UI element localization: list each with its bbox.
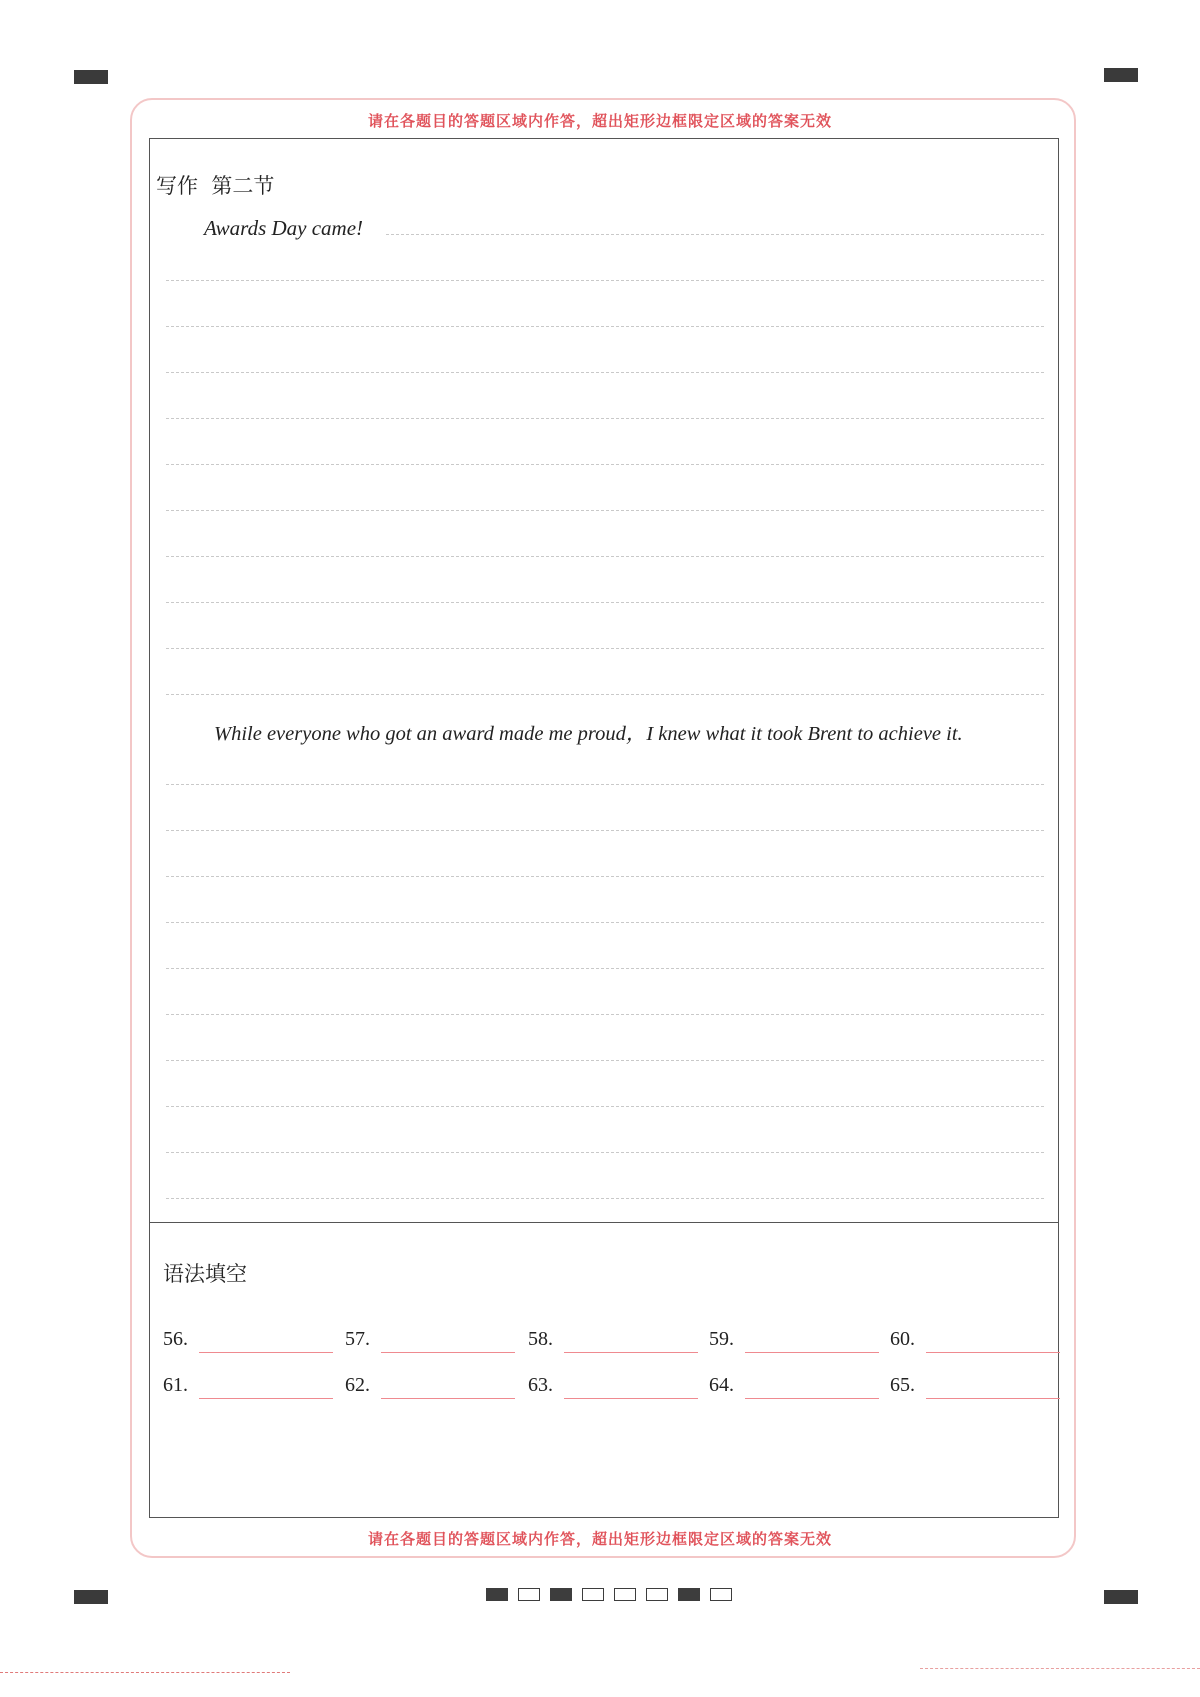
writing-section-title: 写作 第二节 xyxy=(156,174,275,198)
paragraph-1-line-6[interactable] xyxy=(166,464,1044,465)
paragraph-1-line-3[interactable] xyxy=(166,326,1044,327)
warning-text-top: 请在各题目的答题区域内作答，超出矩形边框限定区域的答案无效 xyxy=(367,112,832,130)
paragraph-1-line-7[interactable] xyxy=(166,510,1044,511)
blank-label-60: 60. xyxy=(890,1328,915,1350)
answer-blank-63[interactable] xyxy=(564,1398,698,1399)
blank-label-59: 59. xyxy=(709,1328,734,1350)
paragraph-2-line-6[interactable] xyxy=(166,1014,1044,1015)
scan-dash-left xyxy=(0,1672,290,1673)
paragraph-2-line-8[interactable] xyxy=(166,1106,1044,1107)
answer-box xyxy=(149,138,1059,1518)
answer-blank-61[interactable] xyxy=(199,1398,333,1399)
registration-mark-bottom-right xyxy=(1104,1590,1138,1604)
paragraph-2-line-7[interactable] xyxy=(166,1060,1044,1061)
blank-label-58: 58. xyxy=(528,1328,553,1350)
answer-blank-65[interactable] xyxy=(926,1398,1060,1399)
paragraph-2-line-4[interactable] xyxy=(166,922,1044,923)
paragraph-2-prompt: While everyone who got an award made me proud，I knew what it took Brent to achieve it. xyxy=(214,723,963,745)
page-indicator-box xyxy=(614,1588,636,1601)
answer-blank-64[interactable] xyxy=(745,1398,879,1399)
scan-dash-right xyxy=(920,1668,1200,1669)
blank-label-64: 64. xyxy=(709,1374,734,1396)
paragraph-2-line-10[interactable] xyxy=(166,1198,1044,1199)
paragraph-1-line-2[interactable] xyxy=(166,280,1044,281)
paragraph-2-line-9[interactable] xyxy=(166,1152,1044,1153)
paragraph-1-line-1[interactable] xyxy=(386,234,1044,235)
blank-label-56: 56. xyxy=(163,1328,188,1350)
answer-blank-58[interactable] xyxy=(564,1352,698,1353)
blank-label-63: 63. xyxy=(528,1374,553,1396)
paragraph-2-line-1[interactable] xyxy=(166,784,1044,785)
blank-label-61: 61. xyxy=(163,1374,188,1396)
paragraph-1-line-4[interactable] xyxy=(166,372,1044,373)
blank-label-65: 65. xyxy=(890,1374,915,1396)
page-indicator-box xyxy=(518,1588,540,1601)
page-indicator-box xyxy=(550,1588,572,1601)
page-indicator-box xyxy=(710,1588,732,1601)
paragraph-1-line-10[interactable] xyxy=(166,648,1044,649)
answer-blank-62[interactable] xyxy=(381,1398,515,1399)
paragraph-1-line-11[interactable] xyxy=(166,694,1044,695)
registration-mark-bottom-left xyxy=(74,1590,108,1604)
paragraph-1-line-5[interactable] xyxy=(166,418,1044,419)
registration-mark-top-right xyxy=(1104,68,1138,82)
answer-blank-59[interactable] xyxy=(745,1352,879,1353)
answer-blank-60[interactable] xyxy=(926,1352,1060,1353)
page-indicator-box xyxy=(646,1588,668,1601)
grammar-section-title: 语法填空 xyxy=(163,1262,247,1286)
section-divider xyxy=(149,1222,1059,1223)
page-indicator-box xyxy=(486,1588,508,1601)
answer-blank-57[interactable] xyxy=(381,1352,515,1353)
paragraph-2-line-5[interactable] xyxy=(166,968,1044,969)
blank-label-57: 57. xyxy=(345,1328,370,1350)
blank-label-62: 62. xyxy=(345,1374,370,1396)
paragraph-1-line-8[interactable] xyxy=(166,556,1044,557)
answer-blank-56[interactable] xyxy=(199,1352,333,1353)
registration-mark-top-left xyxy=(74,70,108,84)
paragraph-2-line-3[interactable] xyxy=(166,876,1044,877)
paragraph-2-line-2[interactable] xyxy=(166,830,1044,831)
warning-text-bottom: 请在各题目的答题区域内作答，超出矩形边框限定区域的答案无效 xyxy=(367,1530,832,1548)
page-indicator-box xyxy=(678,1588,700,1601)
page-indicator-box xyxy=(582,1588,604,1601)
paragraph-1-prompt: Awards Day came! xyxy=(204,216,364,240)
paragraph-1-line-9[interactable] xyxy=(166,602,1044,603)
